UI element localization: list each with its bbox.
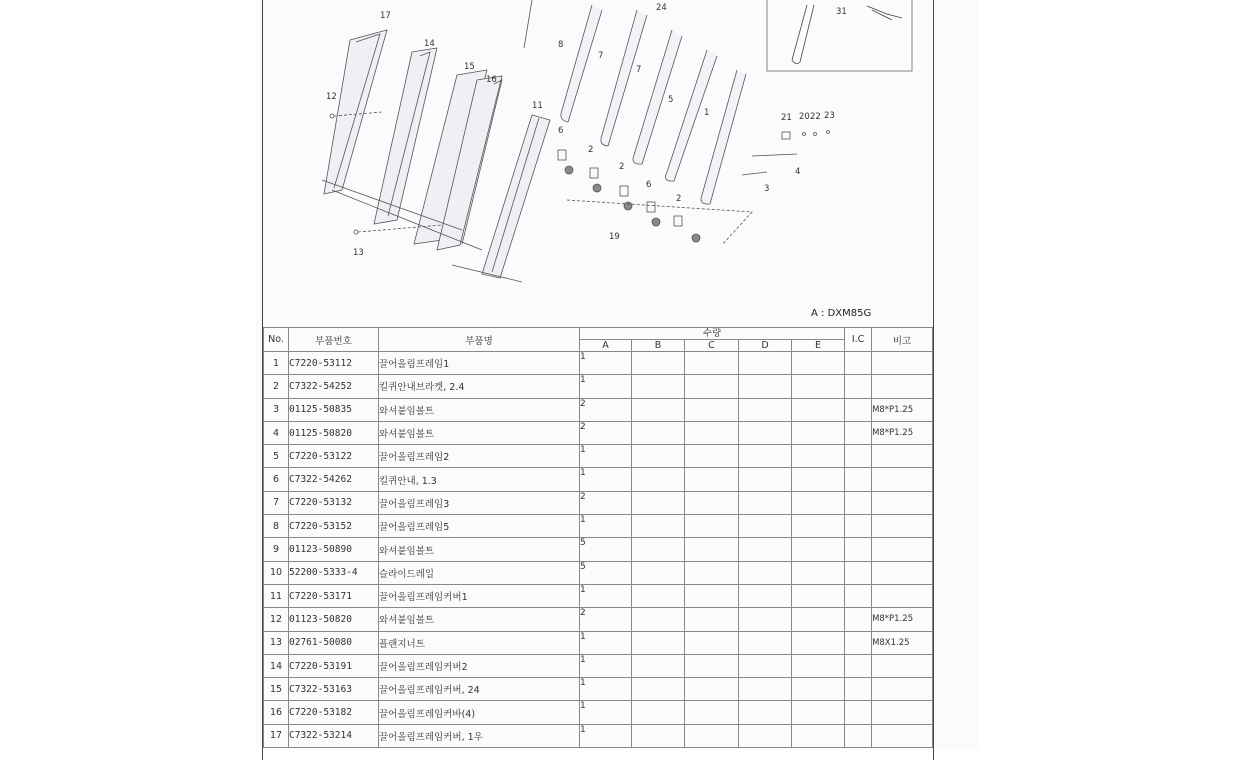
row-qty-d	[739, 491, 792, 514]
row-part-name: 플랜지너트	[379, 631, 580, 654]
row-part-name: 끌어올림프레임커바(4)	[379, 701, 580, 724]
table-row	[264, 352, 933, 375]
row-remark	[872, 724, 933, 747]
row-qty-e	[792, 724, 845, 747]
row-qty-c	[685, 608, 739, 631]
row-no: 5	[264, 445, 289, 468]
cover-panels	[322, 30, 550, 282]
row-ic	[845, 678, 872, 701]
row-part-name: 킬퀴안내브라켓, 2.4	[379, 375, 580, 398]
row-qty-c	[685, 584, 739, 607]
row-part-name: 슬라이드레일	[379, 561, 580, 584]
row-no: 6	[264, 468, 289, 491]
row-qty-a: 2	[580, 421, 632, 444]
row-remark	[872, 468, 933, 491]
row-part-no: 01125-50820	[289, 421, 379, 444]
row-qty-a: 1	[580, 468, 632, 491]
row-qty-b	[632, 468, 685, 491]
row-qty-a: 1	[580, 584, 632, 607]
header-qty-c: C	[685, 340, 739, 352]
row-part-no: C7322-54262	[289, 468, 379, 491]
row-part-name: 끌어올림프레임커버, 1우	[379, 724, 580, 747]
row-part-name: 끌어올림프레임커버1	[379, 584, 580, 607]
row-qty-b	[632, 701, 685, 724]
svg-text:14: 14	[424, 39, 435, 49]
row-part-no: 01125-50835	[289, 398, 379, 421]
row-ic	[845, 561, 872, 584]
row-ic	[845, 608, 872, 631]
row-part-no: 01123-50820	[289, 608, 379, 631]
row-qty-a: 2	[580, 398, 632, 421]
row-part-no: C7322-53163	[289, 678, 379, 701]
row-ic	[845, 445, 872, 468]
row-qty-d	[739, 584, 792, 607]
row-qty-c	[685, 701, 739, 724]
header-part-no: 부품번호	[289, 328, 379, 352]
row-part-no: C7220-53152	[289, 515, 379, 538]
row-qty-b	[632, 375, 685, 398]
row-remark	[872, 375, 933, 398]
svg-text:7: 7	[636, 65, 642, 75]
row-qty-a: 1	[580, 631, 632, 654]
row-ic	[845, 724, 872, 747]
table-row	[264, 608, 933, 631]
row-qty-e	[792, 608, 845, 631]
lift-frames	[524, 0, 746, 204]
row-qty-e	[792, 491, 845, 514]
model-label: A : DXM85G	[811, 308, 872, 319]
header-ic: I.C	[845, 328, 872, 352]
row-no: 12	[264, 608, 289, 631]
row-part-no: C7220-53171	[289, 584, 379, 607]
table-row	[264, 421, 933, 444]
row-qty-d	[739, 468, 792, 491]
svg-text:6: 6	[558, 126, 564, 136]
svg-text:16: 16	[486, 75, 497, 85]
row-part-no: 01123-50890	[289, 538, 379, 561]
table-body	[264, 352, 933, 748]
row-part-name: 킬퀴안내, 1.3	[379, 468, 580, 491]
row-qty-a: 1	[580, 375, 632, 398]
row-part-no: C7322-54252	[289, 375, 379, 398]
row-qty-c	[685, 398, 739, 421]
table-row	[264, 654, 933, 677]
row-qty-e	[792, 561, 845, 584]
row-part-name: 끌어올림프레임1	[379, 352, 580, 375]
row-no: 17	[264, 724, 289, 747]
row-qty-e	[792, 678, 845, 701]
table-row	[264, 445, 933, 468]
row-part-no: C7220-53112	[289, 352, 379, 375]
svg-text:4: 4	[795, 167, 801, 177]
row-qty-c	[685, 724, 739, 747]
svg-text:21: 21	[781, 113, 792, 123]
row-qty-b	[632, 445, 685, 468]
row-qty-c	[685, 421, 739, 444]
row-qty-b	[632, 631, 685, 654]
row-qty-e	[792, 398, 845, 421]
row-ic	[845, 398, 872, 421]
row-qty-d	[739, 631, 792, 654]
row-qty-b	[632, 398, 685, 421]
header-qty-b: B	[632, 340, 685, 352]
row-qty-d	[739, 561, 792, 584]
row-remark: M8*P1.25	[872, 421, 933, 444]
row-no: 10	[264, 561, 289, 584]
table-row	[264, 515, 933, 538]
row-qty-a: 5	[580, 561, 632, 584]
svg-text:1: 1	[704, 108, 710, 118]
row-ic	[845, 375, 872, 398]
row-remark	[872, 584, 933, 607]
row-qty-a: 1	[580, 352, 632, 375]
svg-text:6: 6	[646, 180, 652, 190]
table-header-row	[264, 328, 933, 340]
row-ic	[845, 584, 872, 607]
row-ic	[845, 352, 872, 375]
svg-text:12: 12	[326, 92, 337, 102]
row-ic	[845, 468, 872, 491]
svg-text:2: 2	[619, 162, 625, 172]
row-qty-a: 1	[580, 654, 632, 677]
row-qty-c	[685, 631, 739, 654]
row-ic	[845, 491, 872, 514]
row-qty-d	[739, 398, 792, 421]
row-qty-e	[792, 701, 845, 724]
row-part-name: 와셔붙임볼트	[379, 421, 580, 444]
svg-text:13: 13	[353, 248, 364, 258]
row-qty-d	[739, 608, 792, 631]
svg-text:5: 5	[668, 95, 674, 105]
row-remark	[872, 701, 933, 724]
row-qty-b	[632, 421, 685, 444]
row-qty-a: 1	[580, 678, 632, 701]
row-no: 1	[264, 352, 289, 375]
row-no: 16	[264, 701, 289, 724]
row-qty-b	[632, 584, 685, 607]
row-ic	[845, 631, 872, 654]
row-part-name: 와셔붙임볼트	[379, 608, 580, 631]
exploded-parts-diagram	[262, 0, 932, 327]
row-ic	[845, 515, 872, 538]
row-part-no: C7220-53191	[289, 654, 379, 677]
row-remark	[872, 352, 933, 375]
row-qty-a: 2	[580, 491, 632, 514]
row-part-no: 52200-5333-4	[289, 561, 379, 584]
row-qty-c	[685, 491, 739, 514]
row-ic	[845, 701, 872, 724]
table-row	[264, 561, 933, 584]
row-qty-d	[739, 678, 792, 701]
row-qty-c	[685, 468, 739, 491]
row-remark	[872, 561, 933, 584]
row-qty-c	[685, 352, 739, 375]
row-qty-c	[685, 678, 739, 701]
header-qty-a: A	[580, 340, 632, 352]
row-qty-a: 2	[580, 608, 632, 631]
row-qty-d	[739, 724, 792, 747]
row-no: 3	[264, 398, 289, 421]
row-remark: M8*P1.25	[872, 398, 933, 421]
svg-text:2: 2	[588, 145, 594, 155]
row-qty-b	[632, 538, 685, 561]
row-qty-e	[792, 352, 845, 375]
svg-text:7: 7	[598, 51, 604, 61]
header-qty: 수량	[580, 328, 845, 340]
table-row	[264, 538, 933, 561]
header-no: No.	[264, 328, 289, 352]
row-remark	[872, 538, 933, 561]
row-qty-d	[739, 375, 792, 398]
row-qty-a: 1	[580, 445, 632, 468]
row-qty-b	[632, 515, 685, 538]
row-part-name: 끌어올림프레임3	[379, 491, 580, 514]
row-qty-a: 1	[580, 724, 632, 747]
row-remark	[872, 491, 933, 514]
row-no: 13	[264, 631, 289, 654]
table-row	[264, 631, 933, 654]
row-ic	[845, 654, 872, 677]
row-qty-d	[739, 701, 792, 724]
row-qty-e	[792, 515, 845, 538]
row-part-name: 와셔붙임볼트	[379, 538, 580, 561]
svg-text:24: 24	[656, 3, 667, 13]
row-remark: M8*P1.25	[872, 608, 933, 631]
table-row	[264, 468, 933, 491]
row-qty-b	[632, 561, 685, 584]
svg-text:20: 20	[799, 112, 810, 122]
row-qty-e	[792, 584, 845, 607]
row-part-no: C7220-53182	[289, 701, 379, 724]
svg-text:15: 15	[464, 62, 475, 72]
svg-text:31: 31	[836, 7, 847, 17]
row-no: 7	[264, 491, 289, 514]
row-qty-a: 5	[580, 538, 632, 561]
row-remark: M8X1.25	[872, 631, 933, 654]
table-row	[264, 398, 933, 421]
row-ic	[845, 538, 872, 561]
row-qty-c	[685, 515, 739, 538]
row-part-no: 02761-50080	[289, 631, 379, 654]
header-part-name: 부품명	[379, 328, 580, 352]
table-row	[264, 678, 933, 701]
row-qty-a: 1	[580, 515, 632, 538]
row-part-no: C7322-53214	[289, 724, 379, 747]
row-qty-e	[792, 375, 845, 398]
header-qty-d: D	[739, 340, 792, 352]
row-part-name: 끌어올림프레임커버, 24	[379, 678, 580, 701]
row-no: 11	[264, 584, 289, 607]
svg-text:11: 11	[532, 101, 543, 111]
row-qty-b	[632, 352, 685, 375]
row-remark	[872, 678, 933, 701]
row-qty-d	[739, 352, 792, 375]
row-qty-b	[632, 608, 685, 631]
row-qty-e	[792, 468, 845, 491]
row-part-no: C7220-53122	[289, 445, 379, 468]
header-remarks: 비고	[872, 328, 933, 352]
row-part-name: 끌어올림프레임5	[379, 515, 580, 538]
svg-text:22: 22	[810, 112, 821, 122]
row-no: 9	[264, 538, 289, 561]
row-qty-b	[632, 654, 685, 677]
row-ic	[845, 421, 872, 444]
table-row	[264, 584, 933, 607]
svg-text:2: 2	[676, 194, 682, 204]
table-row	[264, 375, 933, 398]
svg-text:17: 17	[380, 11, 391, 21]
row-qty-e	[792, 445, 845, 468]
row-qty-b	[632, 724, 685, 747]
parts-table	[263, 327, 933, 748]
row-remark	[872, 515, 933, 538]
row-part-name: 끌어올림프레임2	[379, 445, 580, 468]
row-part-no: C7220-53132	[289, 491, 379, 514]
row-qty-d	[739, 654, 792, 677]
svg-text:19: 19	[609, 232, 620, 242]
row-remark	[872, 654, 933, 677]
row-qty-e	[792, 654, 845, 677]
row-no: 8	[264, 515, 289, 538]
table-row	[264, 701, 933, 724]
row-no: 15	[264, 678, 289, 701]
svg-text:23: 23	[824, 111, 835, 121]
svg-text:3: 3	[764, 184, 770, 194]
row-qty-d	[739, 538, 792, 561]
row-qty-a: 1	[580, 701, 632, 724]
svg-text:8: 8	[558, 40, 564, 50]
row-qty-b	[632, 491, 685, 514]
row-qty-d	[739, 445, 792, 468]
header-qty-e: E	[792, 340, 845, 352]
row-qty-b	[632, 678, 685, 701]
row-no: 2	[264, 375, 289, 398]
row-remark	[872, 445, 933, 468]
row-qty-c	[685, 654, 739, 677]
row-no: 4	[264, 421, 289, 444]
row-no: 14	[264, 654, 289, 677]
row-qty-d	[739, 515, 792, 538]
row-qty-c	[685, 561, 739, 584]
table-row	[264, 724, 933, 747]
row-part-name: 끌어올림프레임커버2	[379, 654, 580, 677]
table-row	[264, 491, 933, 514]
row-qty-e	[792, 538, 845, 561]
row-qty-d	[739, 421, 792, 444]
row-qty-c	[685, 445, 739, 468]
row-qty-c	[685, 375, 739, 398]
row-qty-e	[792, 421, 845, 444]
row-qty-e	[792, 631, 845, 654]
row-part-name: 와셔붙임볼트	[379, 398, 580, 421]
row-qty-c	[685, 538, 739, 561]
